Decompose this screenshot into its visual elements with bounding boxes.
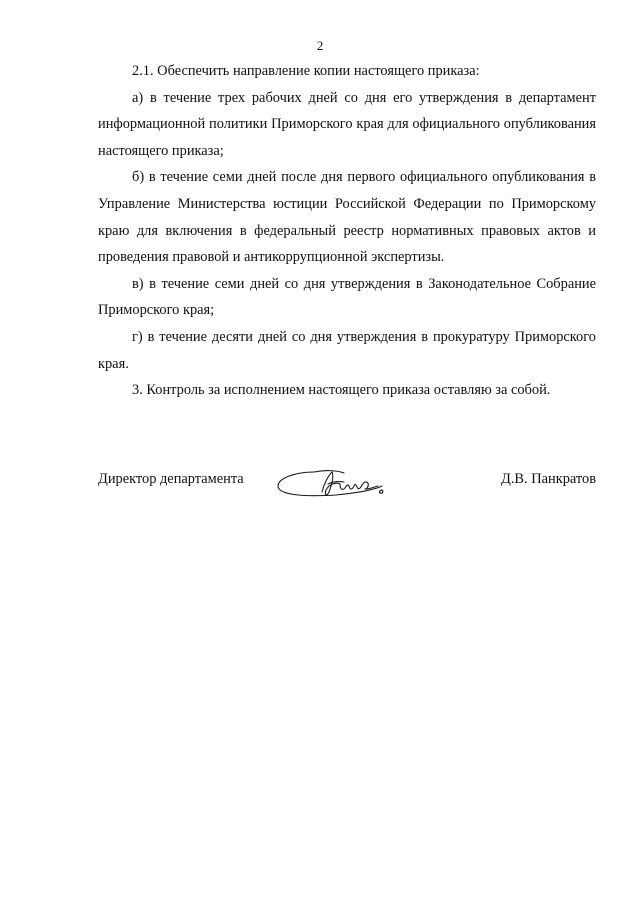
paragraph-3: 3. Контроль за исполнением настоящего приказа оставляю за собой. [132,382,551,399]
signatory-position: Директор департамента [98,471,244,487]
paragraph-item-g: г) в течение десяти дней со дня утверждения в прокуратуру Приморского края. [98,328,596,372]
paragraph-item-b: б) в течение семи дней после дня первого официального опубликования в Управление Министерства юстиции Российской Федерации по Приморскому краю для включения в федеральный реестр нормативных правовых актов и проведения правовой и антикоррупционной экспертизы. [98,169,596,266]
signature-block [98,466,596,506]
page-number: 2 [316,38,324,53]
paragraph-item-v: в) в течение семи дней со дня утверждения в Законодательное Собрание Приморского края; [98,275,596,319]
document-body [98,58,596,404]
signatory-name: Д.В. Панкратов [501,471,596,487]
handwritten-signature [274,462,392,504]
paragraph-2-1: 2.1. Обеспечить направление копии настоящего приказа: [132,63,480,79]
paragraph-item-a: а) в течение трех рабочих дней со дня его утверждения в департамент информационной политики Приморского края для официального опубликования настоящего приказа; [98,89,596,159]
